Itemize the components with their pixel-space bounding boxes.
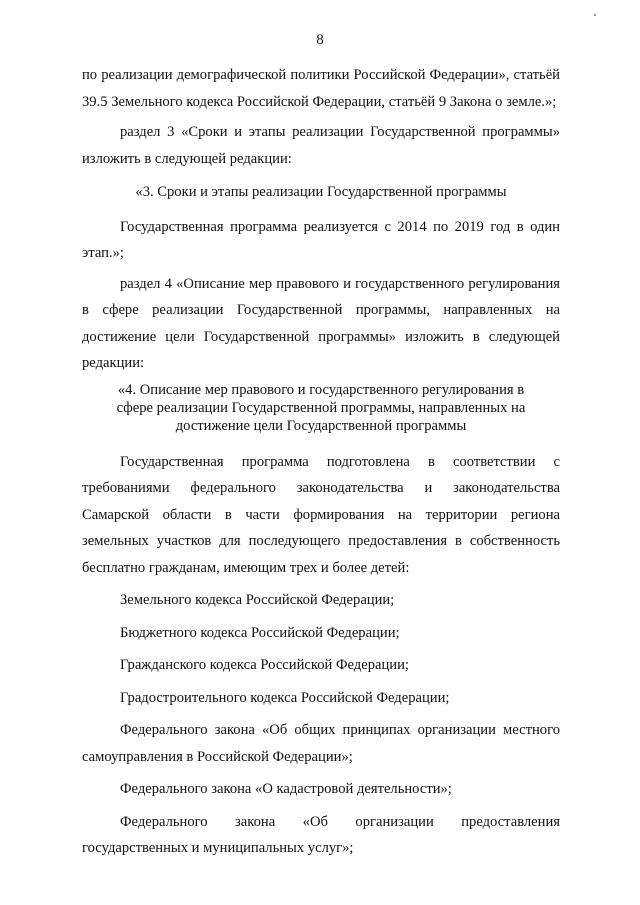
heading-section-3: «3. Сроки и этапы реализации Государственной программы [135,184,507,200]
list-item-law: Гражданского кодекса Российской Федерации; [120,657,409,673]
list-item-law: Федерального закона «Об общих принципах организации местного самоуправления в Российской Федерации»; [82,722,560,765]
heading-section-4-line: «4. Описание мер правового и государственного регулирования в [117,381,525,398]
list-item-law: Земельного кодекса Российской Федерации; [120,592,395,608]
list-item-law: Бюджетного кодекса Российской Федерации; [120,624,400,641]
paragraph-program-term: Государственная программа реализуется с 2014 по 2019 год в один этап.»; [82,218,560,261]
list-item-law: Градостроительного кодекса Российской Федерации; [120,689,450,706]
scan-speck [594,14,596,16]
page-number: 8 [316,32,324,48]
paragraph-intro-continuation: по реализации демографической политики Российской Федерации», статьёй 39.5 Земельного кодекса Российской Федерации, статьёй 9 Закона о земле.»; [82,67,560,110]
paragraph-section-3-amendment: раздел 3 «Сроки и этапы реализации Государственной программы» изложить в следующей редакции: [82,124,560,167]
heading-section-4-line: сфере реализации Государственной программы, направленных на [116,399,526,416]
heading-section-4-line: достижение цели Государственной программы [175,417,467,434]
list-item-law: Федерального закона «Об организации предоставления государственных и муниципальных услуг»; [82,813,560,856]
heading-section-4 [82,381,560,435]
list-item-law: Федерального закона «О кадастровой деятельности»; [120,781,452,797]
document-body [82,62,560,862]
paragraph-program-basis: Государственная программа подготовлена в соответствии с требованиями федерального законодательства и законодательства Самарской области в части формирования на территории региона земельных участков для последующего предоставления в собственность бесплатно гражданам, имеющим трех и более детей: [82,453,560,576]
paragraph-section-4-amendment: раздел 4 «Описание мер правового и государственного регулирования в сфере реализации Государственной программы, направленных на достижение цели Государственной программы» изложить в следующей редакции: [82,275,560,371]
